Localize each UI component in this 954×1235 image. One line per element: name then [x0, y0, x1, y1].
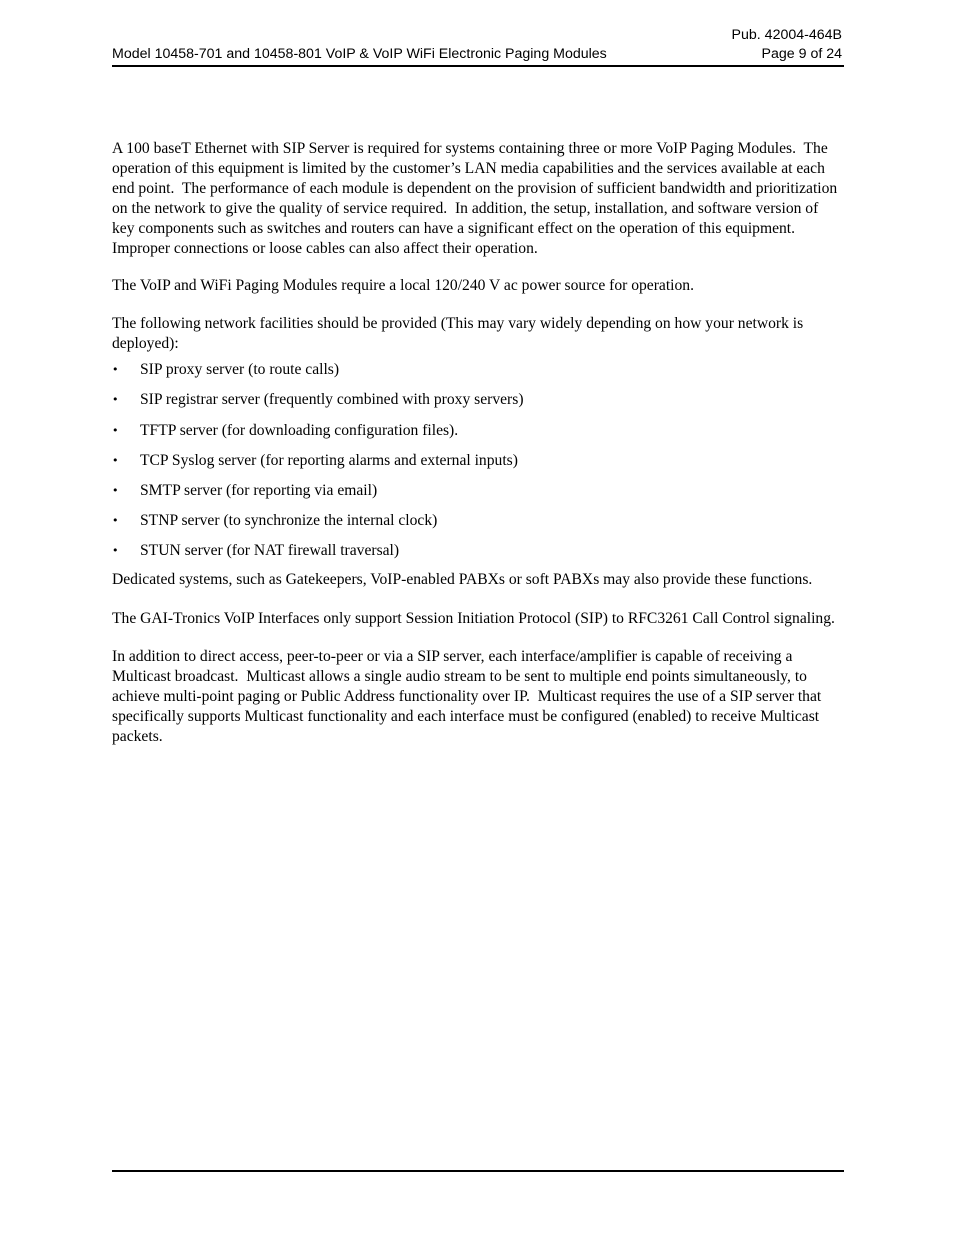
bullet-icon: •: [112, 363, 119, 377]
list-item: [112, 451, 844, 481]
header-row: [112, 45, 842, 63]
paragraph-ethernet-requirements: A 100 baseT Ethernet with SIP Server is required for systems containing three or more VoIP Paging Modules. The operation of this equipment is limited by the customer’s LAN media capabilities and the services available at each end point. The performance of each module is dependent on the provision of sufficient bandwidth and prioritization on the network to give the quality of service required. In addition, the setup, installation, and software version of key components such as switches and routers can have a significant effect on the operation of this equipment. Improper connections or loose cables can also affect their operation.: [112, 140, 842, 257]
list-item: [112, 421, 844, 451]
document-title: Model 10458-701 and 10458-801 VoIP & VoIP WiFi Electronic Paging Modules: [112, 46, 607, 62]
bullet-icon: •: [112, 544, 119, 558]
bullet-icon: •: [112, 423, 119, 437]
list-item-text: SIP registrar server (frequently combined with proxy servers): [140, 391, 524, 409]
list-item: [112, 541, 844, 563]
paragraph-sip-support: The GAI-Tronics VoIP Interfaces only support Session Initiation Protocol (SIP) to RFC3261 Call Control signaling.: [112, 609, 835, 627]
footer-rule: [112, 1170, 844, 1172]
document-body: [112, 139, 844, 765]
list-item-text: TCP Syslog server (for reporting alarms and external inputs): [140, 451, 518, 469]
list-item-text: STNP server (to synchronize the internal clock): [140, 512, 438, 530]
list-item: [112, 511, 844, 541]
list-item-text: SIP proxy server (to route calls): [140, 361, 340, 379]
list-item-text: TFTP server (for downloading configuration files).: [140, 421, 459, 439]
header-rule: [112, 65, 844, 67]
list-item: [112, 390, 844, 420]
paragraph-network-facilities: The following network facilities should be provided (This may vary widely depending on how your network is deployed):: [112, 315, 808, 353]
bullet-icon: •: [112, 453, 119, 467]
paragraph-power-source: The VoIP and WiFi Paging Modules require a local 120/240 V ac power source for operation.: [112, 276, 694, 294]
network-facilities-list: [112, 360, 844, 563]
list-item-text: SMTP server (for reporting via email): [140, 481, 378, 499]
list-item-text: STUN server (for NAT firewall traversal): [140, 542, 400, 560]
list-item: [112, 360, 844, 390]
bullet-icon: •: [112, 393, 119, 407]
bullet-icon: •: [112, 514, 119, 528]
paragraph-multicast: In addition to direct access, peer-to-peer or via a SIP server, each interface/amplifier is capable of receiving a Multicast broadcast. Multicast allows a single audio stream to be sent to multiple end points simultaneously, to achieve multi-point paging or Public Address functionality over IP. Multicast requires the use of a SIP server that specifically supports Multicast functionality and each interface must be configured (enabled) to receive Multicast packets.: [112, 648, 826, 745]
list-item: [112, 481, 844, 511]
publication-number: Pub. 42004-464B: [731, 27, 842, 43]
paragraph-dedicated-systems: Dedicated systems, such as Gatekeepers, VoIP-enabled PABXs or soft PABXs may also provide these functions.: [112, 571, 813, 589]
page-number: Page 9 of 24: [761, 46, 842, 62]
bullet-icon: •: [112, 483, 119, 497]
